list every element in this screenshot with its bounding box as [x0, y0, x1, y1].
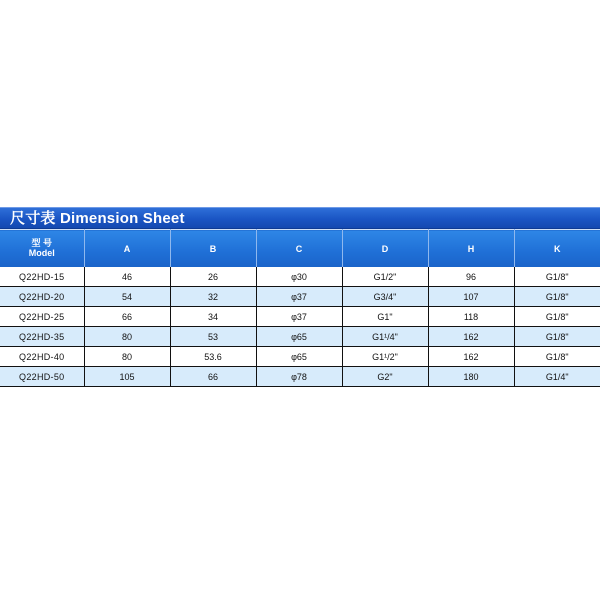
table-row	[0, 327, 600, 347]
cell-h: 107	[428, 287, 514, 307]
cell-c: φ30	[256, 267, 342, 287]
cell-b: 53.6	[170, 347, 256, 367]
cell-d: G1"	[342, 307, 428, 327]
cell-b: 53	[170, 327, 256, 347]
cell-h: 162	[428, 347, 514, 367]
cell-model: Q22HD-40	[0, 347, 84, 367]
cell-model: Q22HD-35	[0, 327, 84, 347]
header-d: D	[342, 230, 428, 268]
header-b: B	[170, 230, 256, 268]
header-model-cn: 型 号	[31, 238, 52, 248]
header-c: C	[256, 230, 342, 268]
cell-a: 54	[84, 287, 170, 307]
cell-k: G1/4"	[514, 367, 600, 387]
cell-a: 80	[84, 347, 170, 367]
cell-d: G1¹/4"	[342, 327, 428, 347]
cell-d: G2"	[342, 367, 428, 387]
header-k: K	[514, 230, 600, 268]
cell-c: φ78	[256, 367, 342, 387]
cell-a: 66	[84, 307, 170, 327]
table-row	[0, 307, 600, 327]
cell-d: G3/4"	[342, 287, 428, 307]
header-model-en: Model	[28, 248, 55, 258]
header-a: A	[84, 230, 170, 268]
cell-a: 80	[84, 327, 170, 347]
cell-d: G1¹/2"	[342, 347, 428, 367]
cell-a: 46	[84, 267, 170, 287]
table-row	[0, 367, 600, 387]
cell-h: 118	[428, 307, 514, 327]
table-row	[0, 287, 600, 307]
cell-model: Q22HD-20	[0, 287, 84, 307]
cell-k: G1/8"	[514, 327, 600, 347]
dimension-sheet	[0, 207, 600, 387]
cell-model: Q22HD-50	[0, 367, 84, 387]
cell-k: G1/8"	[514, 347, 600, 367]
cell-k: G1/8"	[514, 307, 600, 327]
header-h: H	[428, 230, 514, 268]
table-header-row	[0, 230, 600, 268]
sheet-title: 尺寸表 Dimension Sheet	[10, 210, 185, 227]
cell-h: 180	[428, 367, 514, 387]
cell-b: 26	[170, 267, 256, 287]
cell-b: 66	[170, 367, 256, 387]
cell-b: 34	[170, 307, 256, 327]
cell-a: 105	[84, 367, 170, 387]
cell-c: φ37	[256, 287, 342, 307]
cell-k: G1/8"	[514, 267, 600, 287]
table-row	[0, 347, 600, 367]
header-model	[0, 230, 84, 268]
cell-h: 96	[428, 267, 514, 287]
cell-b: 32	[170, 287, 256, 307]
table-row	[0, 267, 600, 287]
cell-k: G1/8"	[514, 287, 600, 307]
cell-model: Q22HD-25	[0, 307, 84, 327]
cell-h: 162	[428, 327, 514, 347]
cell-c: φ65	[256, 327, 342, 347]
dimension-table	[0, 229, 600, 387]
cell-c: φ65	[256, 347, 342, 367]
cell-c: φ37	[256, 307, 342, 327]
cell-d: G1/2"	[342, 267, 428, 287]
cell-model: Q22HD-15	[0, 267, 84, 287]
title-banner	[0, 207, 600, 229]
